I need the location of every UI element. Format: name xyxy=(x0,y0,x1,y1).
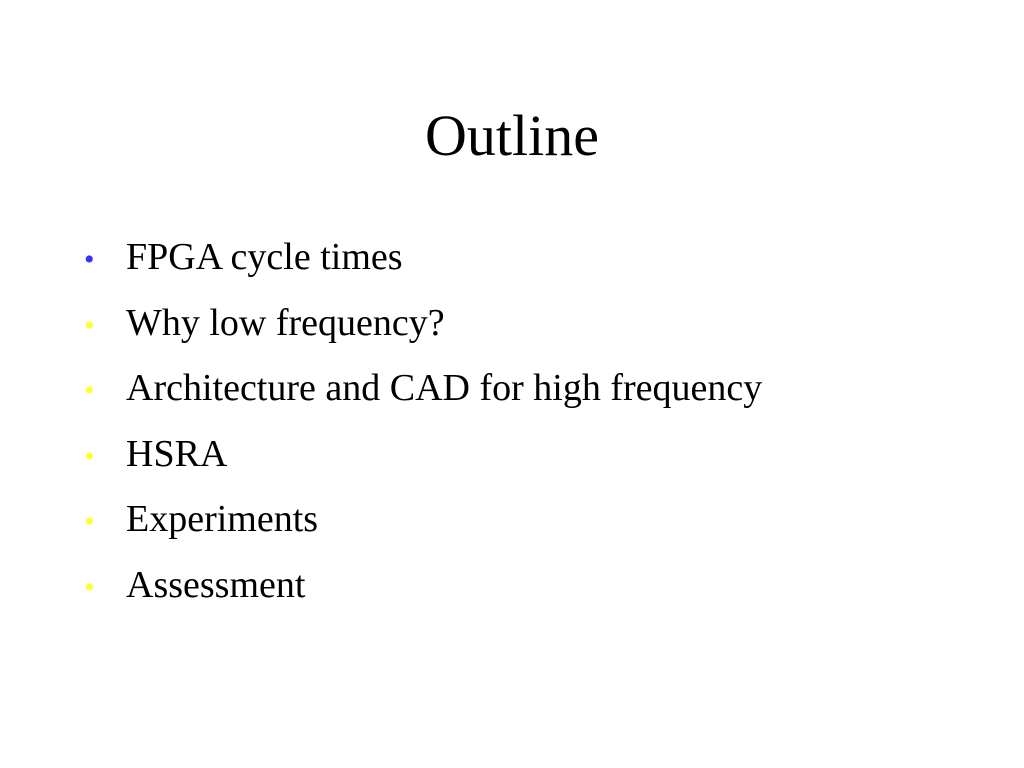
bullet-text: Experiments xyxy=(126,498,319,540)
bullet-text: HSRA xyxy=(126,432,228,475)
bullet-dot-icon: • xyxy=(84,374,95,407)
list-item xyxy=(84,232,984,298)
list-item xyxy=(84,363,984,429)
list-item xyxy=(84,494,984,560)
bullet-dot-icon: • xyxy=(84,570,95,604)
bullet-dot-icon: • xyxy=(84,243,95,276)
bullet-text: FPGA cycle times xyxy=(126,236,403,278)
list-item xyxy=(84,560,984,626)
bullet-text: Assessment xyxy=(126,563,306,606)
bullet-dot-icon: • xyxy=(84,308,95,342)
bullet-list xyxy=(84,232,984,625)
bullet-text: Architecture and CAD for high frequency xyxy=(126,367,763,409)
bullet-dot-icon: • xyxy=(84,439,95,473)
bullet-dot-icon: • xyxy=(84,505,95,538)
list-item xyxy=(84,429,984,495)
bullet-text: Why low frequency? xyxy=(126,301,445,344)
list-item xyxy=(84,298,984,364)
slide-title: Outline xyxy=(425,103,599,168)
